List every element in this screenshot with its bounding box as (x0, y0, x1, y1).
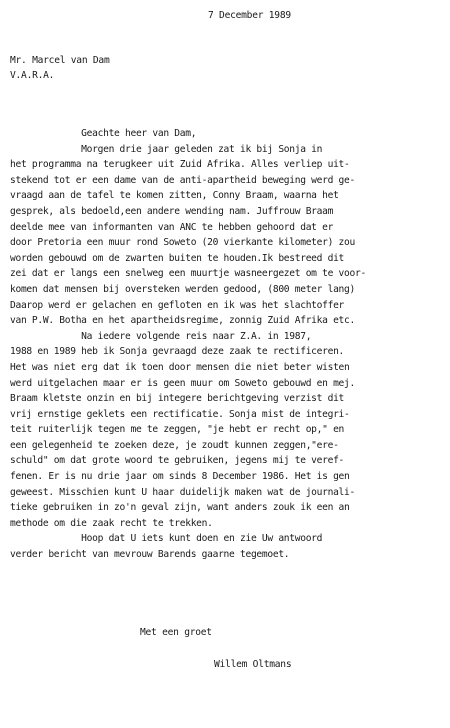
letter-date: 7 December 1989 (208, 10, 291, 21)
body-line: Het was niet erg dat ik toen door mensen die niet beter wisten (10, 361, 350, 373)
body-line: verder bericht van mevrouw Barends gaarne tegemoet. (10, 549, 290, 561)
body-line: teit ruiterlijk tegen me te zeggen, "je hebt er recht op," en (10, 424, 345, 436)
body-line: door Pretoria een muur rond Soweto (20 vierkante kilometer) zou (10, 237, 355, 249)
body-line: gesprek, als bedoeld,een andere wending nam. Juffrouw Braam (10, 205, 334, 217)
recipient-organization: V.A.R.A. (10, 70, 55, 81)
body-line: werd uitgelachen maar er is geen muur om Soweto gebouwd en mej. (10, 377, 355, 389)
body-line: 1988 en 1989 heb ik Sonja gevraagd deze zaak te rectificeren. (10, 346, 345, 358)
body-line: schuld" om dat grote woord te gebruiken, jegens mij te veref- (10, 455, 345, 467)
body-line: Geachte heer van Dam, (10, 128, 197, 139)
body-line: Daarop werd er gelachen en gefloten en ik was het slachtoffer (10, 299, 345, 311)
body-line: komen dat mensen bij oversteken werden gedood, (800 meter lang) (10, 283, 355, 295)
body-line: Morgen drie jaar geleden zat ik bij Sonja in (10, 143, 323, 155)
body-line: tieke gebruiken in zo'n geval zijn, want anders zouk ik een an (10, 502, 350, 514)
body-line: van P.W. Botha en het apartheidsregime, zonnig Zuid Afrika etc. (10, 315, 355, 327)
body-line: een gelegenheid te zoeken deze, je zoudt kunnen zeggen,"ere- (10, 439, 339, 451)
body-line: geweest. Misschien kunt U haar duidelijk maken wat de journali- (10, 486, 355, 498)
body-line: vrij ernstige geklets een rectificatie. Sonja mist de integri- (10, 408, 350, 420)
body-line: stekend tot er een dame van de anti-apartheid beweging werd ge- (10, 174, 355, 186)
body-line: fenen. Er is nu drie jaar om sinds 8 December 1986. Het is gen (10, 471, 350, 483)
body-line: vraagd aan de tafel te komen zitten, Conny Braam, waarna het (10, 190, 339, 202)
letter-body (10, 126, 448, 563)
body-line: Na iedere volgende reis naar Z.A. in 1987, (10, 330, 312, 342)
letter-closing: Met een groet (140, 627, 212, 638)
body-line: het programma na terugkeer uit Zuid Afrika. Alles verliep uit- (10, 159, 350, 171)
body-line: worden gebouwd om de zwarten buiten te houden.Ik bestreed dit (10, 252, 345, 264)
body-line: Braam kletste onzin en bij integere berichtgeving verzist dit (10, 393, 345, 405)
body-line: methode om die zaak recht te trekken. (10, 517, 213, 529)
body-line: Hoop dat U iets kunt doen en zie Uw antwoord (10, 533, 323, 545)
body-line: deelde mee van informanten van ANC te hebben gehoord dat er (10, 221, 334, 233)
recipient-name: Mr. Marcel van Dam (10, 55, 110, 66)
body-line: zei dat er langs een snelweg een muurtje wasneergezet om te voor- (10, 268, 366, 280)
letter-signature: Willem Oltmans (214, 659, 292, 670)
